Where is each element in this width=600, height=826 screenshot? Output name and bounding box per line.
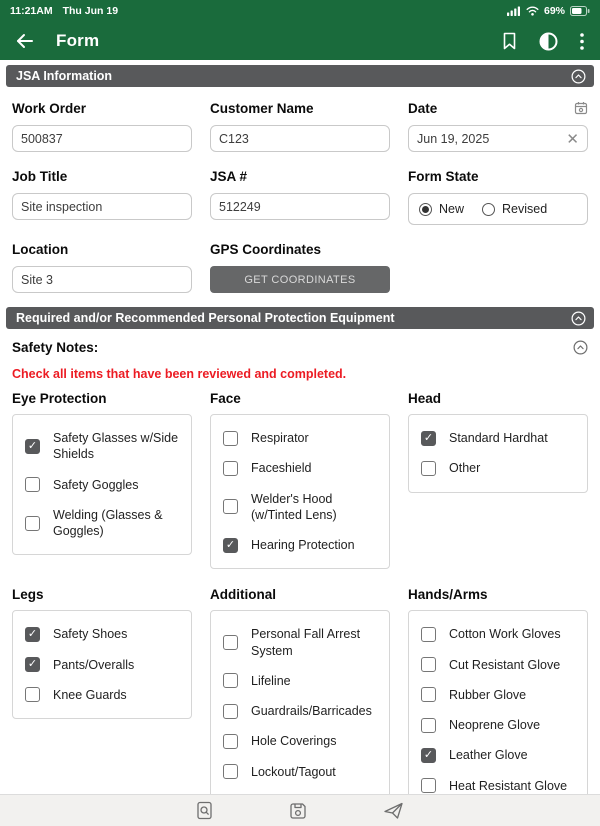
- checkbox-label: Rubber Glove: [449, 687, 527, 702]
- checkbox-label: Knee Guards: [53, 687, 127, 702]
- checkbox-row-heat-resistant-glove[interactable]: [421, 778, 575, 794]
- wifi-icon: [526, 6, 539, 16]
- ppe-group-box: [408, 414, 588, 493]
- field-label: Date: [408, 100, 438, 116]
- checkbox-icon[interactable]: [223, 635, 238, 650]
- ppe-group-box: [408, 610, 588, 810]
- checkbox-icon[interactable]: [223, 499, 238, 514]
- field-value: Site inspection: [21, 199, 103, 214]
- status-bar: [0, 0, 600, 22]
- checkbox-label: Safety Glasses w/Side Shields: [53, 431, 179, 462]
- ppe-group-title: Legs: [12, 587, 44, 603]
- checkbox-icon[interactable]: [421, 687, 436, 702]
- collapse-chevron-icon[interactable]: [573, 340, 588, 355]
- checkbox-icon[interactable]: [223, 764, 238, 779]
- checkbox-icon[interactable]: [421, 627, 436, 642]
- calendar-icon[interactable]: [574, 101, 588, 115]
- checkbox-label: Neoprene Glove: [449, 718, 541, 732]
- checkbox-row-neoprene-glove[interactable]: [421, 717, 575, 733]
- checkbox-row-safety-goggles[interactable]: [25, 477, 179, 493]
- checkbox-icon[interactable]: ✓: [421, 748, 436, 763]
- checkbox-label: Guardrails/Barricades: [251, 704, 372, 718]
- overflow-menu-icon[interactable]: [580, 33, 584, 50]
- section-jsa-information[interactable]: [6, 65, 594, 87]
- checkbox-row-other[interactable]: [421, 460, 575, 476]
- ppe-group-additional: [210, 587, 390, 826]
- checkbox-row-welding-glasses-goggles[interactable]: [25, 507, 179, 540]
- ppe-group-title: Head: [408, 391, 442, 406]
- ppe-group-hands-arms: [408, 587, 588, 810]
- checkbox-row-respirator[interactable]: [223, 430, 377, 446]
- radio-icon[interactable]: [419, 203, 432, 216]
- radio-label: New: [439, 202, 465, 216]
- checkbox-row-rubber-glove[interactable]: [421, 687, 575, 703]
- field-value: 512249: [219, 199, 261, 214]
- field-value: 500837: [21, 131, 63, 146]
- checkbox-row-leather-glove[interactable]: [421, 747, 575, 763]
- ppe-group-title: Hands/Arms: [408, 587, 488, 603]
- checkbox-row-safety-shoes[interactable]: [25, 626, 179, 642]
- checkbox-row-cotton-work-gloves[interactable]: [421, 626, 575, 642]
- status-date: Thu Jun 19: [62, 5, 119, 17]
- field-location: [12, 241, 192, 293]
- field-label: Form State: [408, 168, 479, 184]
- field-jsa-number: [210, 168, 390, 220]
- checkbox-icon[interactable]: [223, 673, 238, 688]
- field-label: JSA #: [210, 168, 248, 184]
- ppe-group-title: Eye Protection: [12, 391, 107, 406]
- field-label: Customer Name: [210, 100, 314, 116]
- form-content: [0, 65, 600, 793]
- page-title: Form: [56, 31, 100, 50]
- checkbox-icon[interactable]: [223, 461, 238, 476]
- form-state-options: [408, 193, 588, 225]
- field-gps-coordinates: [210, 241, 390, 293]
- ppe-groups-row-2: [0, 569, 600, 826]
- checkbox-icon[interactable]: ✓: [25, 657, 40, 672]
- ppe-group-box: [210, 414, 390, 569]
- location-input[interactable]: [12, 266, 192, 293]
- checkbox-label: Cotton Work Gloves: [449, 627, 561, 642]
- bottom-toolbar: [0, 794, 600, 826]
- field-label: Location: [12, 241, 69, 257]
- checkbox-label: Heat Resistant Glove: [449, 778, 568, 793]
- contrast-icon[interactable]: [539, 32, 558, 51]
- radio-icon[interactable]: [482, 203, 495, 216]
- checkbox-icon[interactable]: [223, 734, 238, 749]
- section-ppe[interactable]: [6, 307, 594, 329]
- radio-label: Revised: [502, 202, 548, 216]
- checkbox-label: Cut Resistant Glove: [449, 657, 561, 672]
- field-value: C123: [219, 131, 249, 146]
- checkbox-label: Safety Shoes: [53, 627, 128, 642]
- app-header: [0, 22, 600, 60]
- checkbox-icon[interactable]: ✓: [25, 627, 40, 642]
- checkbox-row-lifeline[interactable]: [223, 673, 377, 689]
- checkbox-label: Pants/Overalls: [53, 657, 135, 672]
- checkbox-label: Faceshield: [251, 461, 312, 476]
- safety-notes-title: Safety Notes:: [12, 340, 99, 355]
- save-icon[interactable]: [289, 802, 307, 820]
- preview-document-icon[interactable]: [196, 801, 213, 820]
- checkbox-label: Welder's Hood (w/Tinted Lens): [251, 491, 337, 522]
- ppe-group-title: Additional: [210, 587, 276, 603]
- field-job-title: [12, 168, 192, 220]
- safety-notes-header[interactable]: [0, 329, 600, 355]
- checkbox-row-faceshield[interactable]: [223, 460, 377, 476]
- field-label: Job Title: [12, 168, 68, 184]
- section-title: Required and/or Recommended Personal Protection Equipment: [16, 311, 395, 325]
- ppe-group-box: [12, 414, 192, 555]
- checkbox-icon[interactable]: [421, 778, 436, 793]
- checkbox-label: Lifeline: [251, 673, 291, 688]
- checkbox-icon[interactable]: [223, 704, 238, 719]
- field-label: GPS Coordinates: [210, 241, 322, 257]
- ppe-group-title: Face: [210, 391, 241, 406]
- checkbox-row-cut-resistant-glove[interactable]: [421, 657, 575, 673]
- job-title-input[interactable]: [12, 193, 192, 220]
- ppe-group-box: [12, 610, 192, 719]
- checkbox-label: Hole Coverings: [251, 734, 337, 749]
- checkbox-label: Respirator: [251, 431, 309, 445]
- checkbox-icon[interactable]: ✓: [25, 439, 40, 454]
- field-label: Work Order: [12, 100, 87, 116]
- checkbox-label: Leather Glove: [449, 748, 528, 763]
- battery-icon: [570, 6, 590, 16]
- field-form-state: [408, 168, 588, 225]
- clear-date-icon[interactable]: ✕: [566, 130, 579, 148]
- checkbox-row-standard-hardhat[interactable]: [421, 430, 575, 446]
- cellular-icon: [507, 6, 521, 16]
- checkbox-row-welder-s-hood-w-tinted-lens[interactable]: [223, 491, 377, 524]
- collapse-chevron-icon[interactable]: [571, 311, 586, 326]
- ppe-group-face: [210, 391, 390, 569]
- date-input[interactable]: [408, 125, 588, 152]
- ppe-group-head: [408, 391, 588, 493]
- field-customer-name: [210, 100, 390, 152]
- ppe-groups-row-1: [0, 383, 600, 569]
- jsa-number-input[interactable]: [210, 193, 390, 220]
- checkbox-icon[interactable]: [421, 461, 436, 476]
- checkbox-icon[interactable]: [421, 657, 436, 672]
- checkbox-label: Personal Fall Arrest System: [251, 627, 361, 658]
- ppe-group-eye-protection: [12, 391, 192, 555]
- checkbox-icon[interactable]: [223, 431, 238, 446]
- checkbox-row-hearing-protection[interactable]: [223, 537, 377, 553]
- checkbox-row-pants-overalls[interactable]: [25, 657, 179, 673]
- customer-name-input[interactable]: [210, 125, 390, 152]
- safety-warning-text: Check all items that have been reviewed and completed.: [12, 367, 347, 381]
- get-coordinates-button[interactable]: GET COORDINATES: [210, 266, 390, 293]
- radio-option-revised[interactable]: [482, 202, 547, 216]
- checkbox-row-guardrails-barricades[interactable]: [223, 703, 377, 719]
- jsa-fields: [0, 87, 600, 295]
- field-work-order: [12, 100, 192, 152]
- collapse-chevron-icon[interactable]: [571, 69, 586, 84]
- battery-percent: 69%: [543, 5, 565, 17]
- checkbox-icon[interactable]: ✓: [421, 431, 436, 446]
- checkbox-label: Safety Goggles: [53, 477, 139, 492]
- checkbox-row-personal-fall-arrest-system[interactable]: [223, 626, 377, 659]
- field-value: Jun 19, 2025: [417, 131, 490, 146]
- checkbox-icon[interactable]: [25, 516, 40, 531]
- checkbox-icon[interactable]: [25, 477, 40, 492]
- radio-option-new[interactable]: [419, 202, 464, 216]
- checkbox-icon[interactable]: [421, 718, 436, 733]
- checkbox-label: Other: [449, 461, 481, 476]
- work-order-input[interactable]: [12, 125, 192, 152]
- checkbox-label: Hearing Protection: [251, 538, 355, 552]
- checkbox-row-knee-guards[interactable]: [25, 687, 179, 703]
- back-arrow-icon[interactable]: [16, 33, 34, 49]
- field-date: [408, 100, 588, 152]
- status-time: 11:21AM: [10, 5, 53, 17]
- bookmark-icon[interactable]: [502, 32, 517, 50]
- checkbox-label: Lockout/Tagout: [251, 764, 336, 779]
- section-title: JSA Information: [16, 69, 113, 83]
- checkbox-row-lockout-tagout[interactable]: [223, 764, 377, 780]
- checkbox-icon[interactable]: [25, 687, 40, 702]
- field-value: Site 3: [21, 272, 53, 287]
- checkbox-label: Welding (Glasses & Goggles): [53, 507, 163, 538]
- checkbox-row-safety-glasses-w-side-shields[interactable]: [25, 430, 179, 463]
- checkbox-icon[interactable]: ✓: [223, 538, 238, 553]
- send-icon[interactable]: [383, 802, 404, 820]
- checkbox-label: Standard Hardhat: [449, 431, 548, 445]
- ppe-group-legs: [12, 587, 192, 719]
- checkbox-row-hole-coverings[interactable]: [223, 733, 377, 749]
